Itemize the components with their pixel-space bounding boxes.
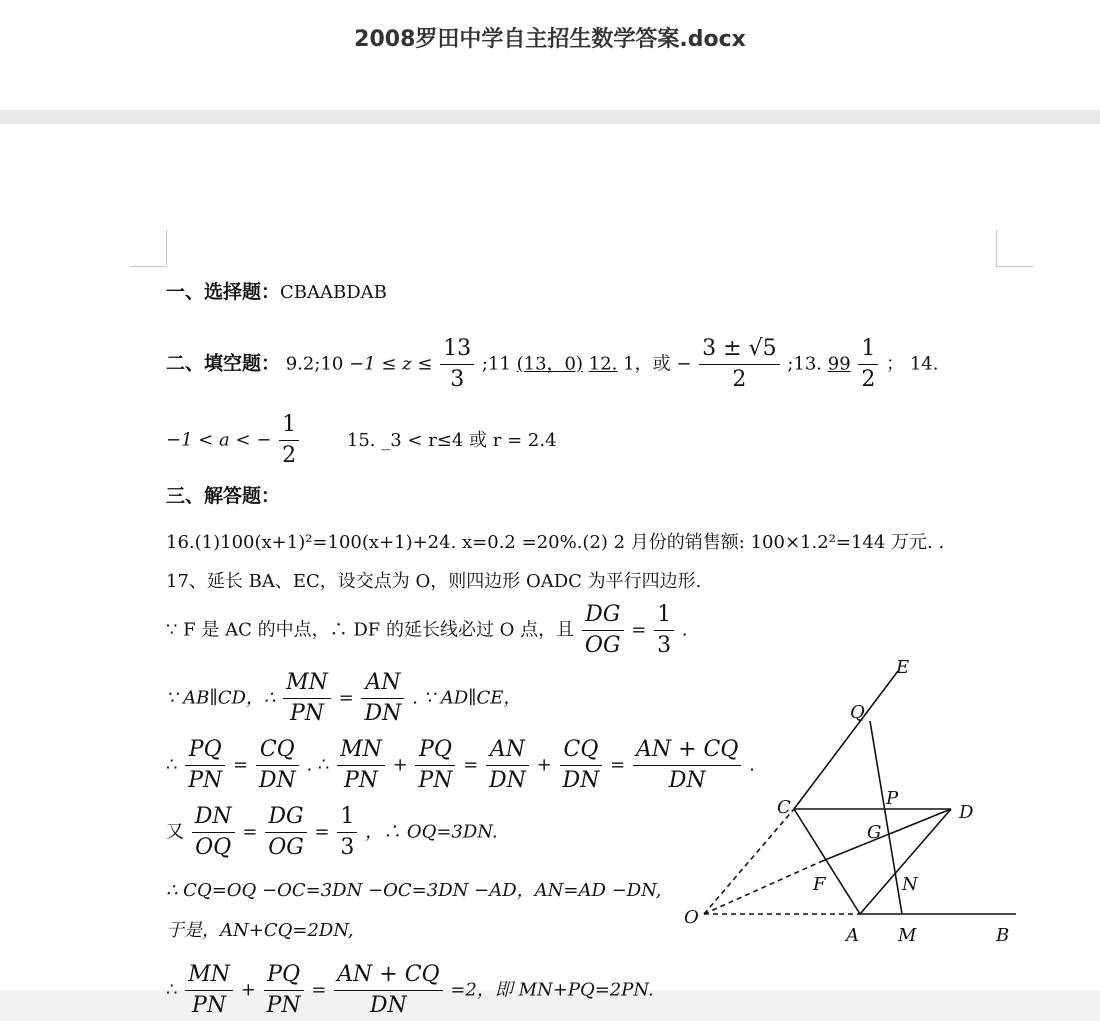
document-title: 2008罗田中学自主招生数学答案.docx: [354, 27, 746, 52]
text: =: [314, 821, 330, 843]
answer-14: −1 < a < −: [166, 429, 272, 451]
fraction: $\frac{13}{3}$: [440, 334, 474, 395]
text: +: [392, 754, 408, 776]
line-OF: [704, 862, 820, 914]
label-N: N: [902, 874, 918, 895]
choice-answers: CBAABDAB: [280, 282, 387, 303]
fraction: $\frac{AN}{DN}$: [361, 668, 404, 729]
label-F: F: [813, 874, 826, 895]
proof-line-7: ∴ CQ=OQ −OC=3DN −OC=3DN −AD，AN=AD −DN,: [166, 880, 662, 901]
text: . ∴: [306, 754, 330, 776]
section-choice: [166, 277, 387, 304]
label-C: C: [777, 797, 791, 818]
fraction: $\frac{1}{3}$: [654, 600, 674, 661]
text: =2，即 MN+PQ=2PN.: [450, 979, 654, 1001]
text: =: [338, 687, 354, 709]
text: .: [749, 754, 755, 776]
label-G: G: [867, 822, 882, 843]
problem-17: 17、延长 BA、EC，设交点为 O，则四边形 OADC 为平行四边形.: [166, 571, 702, 592]
label-P: P: [886, 788, 899, 809]
answer-9-10: 9.2;10: [285, 353, 344, 375]
text: ∴: [166, 754, 178, 776]
fraction: $\frac{1}{2}$: [858, 334, 878, 395]
fraction: $\frac{CQ}{DN}$: [560, 735, 603, 796]
text: =: [311, 979, 327, 1001]
section-heading: 二、填空题：: [166, 352, 281, 375]
text: . ∵ AD∥CE，: [412, 687, 522, 709]
fraction: $\frac{DG}{OG}$: [265, 802, 307, 863]
text: 又: [166, 821, 184, 843]
section-heading: 三、解答题：: [166, 485, 281, 507]
proof-line-4: [166, 668, 521, 729]
section-fill-cont: [166, 410, 557, 471]
fraction: $\frac{AN + CQ}{DN}$: [334, 960, 442, 1021]
section-heading: 一、选择题：: [166, 281, 281, 303]
line-CA: [794, 809, 860, 914]
fraction: $\frac{CQ}{DN}$: [256, 735, 299, 796]
inequality: −1 ≤ z ≤: [349, 353, 433, 375]
text: =: [232, 754, 249, 776]
problem-16: 16.(1)100(x+1)²=100(x+1)+24. x=0.2 =20%.(2) 2 月份的销售额: 100×1.2²=144 万元. .: [166, 532, 945, 553]
label-E: E: [896, 657, 910, 678]
fraction: $\frac{PQ}{PN}$: [415, 735, 455, 796]
text: =: [242, 821, 258, 843]
answer-15: 15. _3 < r≤4 或 r = 2.4: [346, 429, 557, 451]
fraction: $\frac{DG}{OG}$: [582, 600, 624, 661]
answer-13-label: ;13.: [787, 353, 823, 375]
document-page: [0, 124, 1100, 1018]
line-OC: [704, 809, 794, 914]
fraction: $\frac{AN}{DN}$: [486, 735, 529, 796]
text: ∴: [166, 979, 178, 1001]
fraction: $\frac{DN}{OQ}$: [192, 802, 235, 863]
text: ∵ F 是 AC 的中点，∴ DF 的延长线必过 O 点，且: [166, 619, 575, 641]
proof-line-9: [166, 960, 654, 1021]
crop-mark-left: [130, 230, 167, 267]
fraction: $\frac{AN + CQ}{DN}$: [633, 735, 741, 796]
label-O: O: [684, 907, 699, 928]
label-Q: Q: [850, 702, 865, 723]
label-A: A: [846, 925, 859, 946]
fraction: $\frac{MN}{PN}$: [337, 735, 385, 796]
answer-14-label: ； 14.: [886, 353, 939, 375]
toolbar-separator: [0, 110, 1100, 125]
text: =: [631, 619, 647, 641]
answer-11-label: ;11: [481, 353, 511, 375]
text: =: [610, 754, 626, 776]
label-M: M: [898, 925, 917, 946]
fraction: $\frac{1}{3}$: [337, 802, 357, 863]
label-D: D: [959, 802, 974, 823]
proof-line-6: [166, 802, 498, 863]
crop-mark-right: [996, 230, 1033, 267]
fraction: $\frac{1}{2}$: [279, 410, 299, 471]
text: ，∴ OQ=3DN.: [365, 821, 498, 843]
fraction: $\frac{MN}{PN}$: [185, 960, 233, 1021]
answer-11: (13，0): [516, 353, 584, 375]
fraction: $\frac{MN}{PN}$: [283, 668, 331, 729]
text: +: [240, 979, 256, 1001]
geometry-figure: [670, 654, 1050, 954]
proof-line-5: [166, 735, 755, 796]
proof-line-3: [166, 600, 688, 661]
fraction: $\frac{PQ}{PN}$: [264, 960, 304, 1021]
text: =: [463, 754, 479, 776]
answer-12-label: 12.: [588, 353, 618, 375]
line-CE: [794, 671, 898, 809]
proof-line-8: 于是，AN+CQ=2DN,: [166, 920, 354, 941]
answer-12: 1，或 −: [623, 353, 692, 375]
text: ∵ AB∥CD，∴: [166, 687, 276, 709]
fraction: $\frac{PQ}{PN}$: [185, 735, 225, 796]
section-solve: [166, 481, 280, 508]
label-B: B: [996, 925, 1010, 946]
section-fill: [166, 334, 938, 395]
text: .: [681, 619, 688, 641]
text: +: [536, 754, 552, 776]
title-bar: [0, 0, 1100, 110]
answer-13: 99: [827, 353, 851, 375]
fraction: $\frac{3 \pm √5}{2}$: [699, 334, 779, 395]
